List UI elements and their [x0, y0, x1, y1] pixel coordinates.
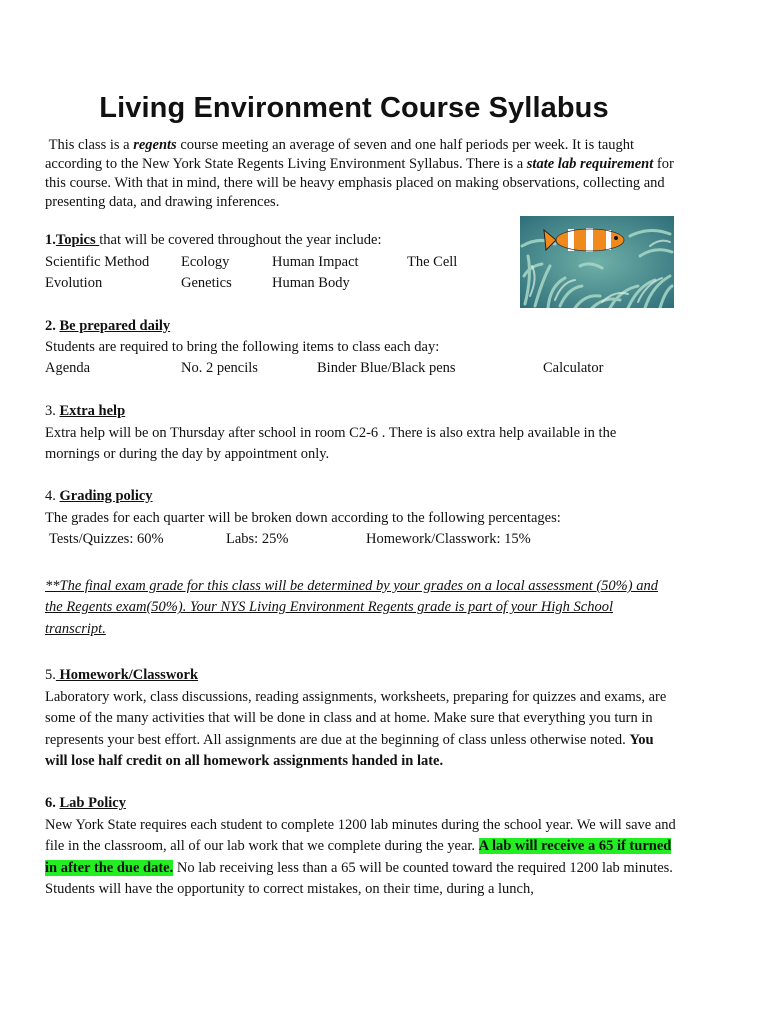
extra-help-text: Extra help will be on Thursday after school in room C2-6 . There is also extra help available in the mornings or during the day by appointment only.	[45, 425, 617, 463]
homework-paragraph	[45, 687, 677, 773]
topics-title: Topics	[55, 232, 100, 248]
topic-item: Human Impact	[272, 254, 359, 270]
lab-paragraph	[45, 815, 683, 901]
homework-number: 5.	[45, 667, 56, 683]
grading-note: **The final exam grade for this class will be determined by your grades on a local assessment (50%) and the Regents exam(50%). Your NYS Living Environment Regents grade is part of your High School transcript.	[45, 578, 658, 637]
grading-text: The grades for each quarter will be broken down according to the following percentages:	[45, 510, 561, 526]
lab-heading	[45, 794, 126, 813]
topics-heading	[45, 231, 382, 250]
grading-item: Labs: 25%	[226, 531, 289, 547]
intro-regents: regents	[133, 137, 177, 153]
intro-state-lab: state lab requirement	[526, 156, 654, 172]
topics-number: 1.	[45, 232, 56, 248]
prepared-item: Binder Blue/Black pens	[317, 360, 456, 376]
topic-item: The Cell	[407, 254, 458, 270]
prepared-number: 2.	[45, 318, 56, 334]
homework-late-policy: You will lose half credit on all homework assignments handed in late.	[45, 731, 654, 770]
intro-text: This class is a	[48, 137, 134, 153]
lab-title: Lab Policy	[59, 795, 126, 811]
topics-text: that will be covered throughout the year include:	[99, 232, 382, 248]
homework-text: Laboratory work, class discussions, reading assignments, worksheets, preparing for quizzes and exams, are some of the many activities that will be done in class and at home. Make sure that everything you turn in represents your best effort. All assignments are due at the beginning of class unless otherwise noted.	[45, 689, 667, 748]
grading-number: 4.	[45, 488, 60, 504]
lab-text: New York State requires each student to complete 1200 lab minutes during the school year. We will save and file in the classroom, all of our lab work that we complete during the year.	[45, 817, 676, 855]
grading-item: Tests/Quizzes: 60%	[49, 531, 164, 547]
lab-number: 6.	[45, 795, 60, 811]
extra-help-number: 3.	[45, 403, 60, 419]
prepared-item: Agenda	[45, 360, 91, 376]
homework-title: Homework/Classwork	[55, 667, 199, 683]
prepared-heading	[45, 317, 170, 336]
clownfish-photo	[520, 216, 674, 308]
prepared-text: Students are required to bring the following items to class each day:	[45, 339, 440, 355]
prepared-title: Be prepared daily	[59, 318, 171, 334]
extra-help-title: Extra help	[59, 403, 126, 419]
grading-heading	[45, 487, 153, 506]
topic-item: Genetics	[181, 275, 232, 291]
prepared-item: Calculator	[543, 360, 604, 376]
grading-title: Grading policy	[59, 488, 153, 504]
extra-help-heading	[45, 402, 125, 421]
homework-heading	[45, 666, 198, 685]
topic-item: Scientific Method	[45, 254, 150, 270]
prepared-item: No. 2 pencils	[181, 360, 258, 376]
intro-paragraph	[45, 136, 685, 212]
intro-text: course meeting an average of seven and one half periods per week. It is taught according to the New York State Regents Living Environment Syllabus. There is a	[45, 137, 635, 172]
topic-item: Human Body	[272, 275, 350, 291]
grading-item: Homework/Classwork: 15%	[366, 531, 531, 547]
page-title: Living Environment Course Syllabus	[99, 92, 609, 124]
lab-text: No lab receiving less than a 65 will be counted toward the required 1200 lab minutes. Students will have the opportunity to correct mistakes, on their time, during a lunch,	[45, 859, 673, 898]
intro-text: for this course. With that in mind, there will be heavy emphasis placed on making observations, collecting and presenting data, and drawing inferences.	[45, 156, 674, 210]
lab-highlight: A lab will receive a 65 if turned in after the due date.	[45, 838, 672, 876]
topic-item: Evolution	[45, 275, 103, 291]
topic-item: Ecology	[181, 254, 230, 270]
